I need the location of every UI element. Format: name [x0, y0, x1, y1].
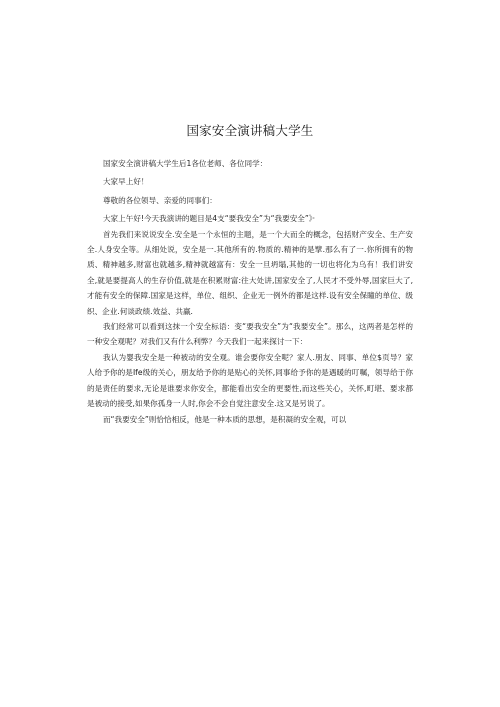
paragraph-good-morning: 大家早上好！ — [102, 177, 149, 187]
document-title: 国家安全演讲稿大学生 — [186, 123, 314, 138]
paragraph-passive-safety: 我认为婴我安全是一种被动的安全观。谁会要你安全呢？家人.朋友、同事、单位$页导？家人给予你的是Ife级的关心，朋友给予你的是贴心的关怀,同事给予你的是遇暖的叮嘱，领导给于你的是责任的要求,无论是谁要求你安全，都能看出安全的更要性,而这些关心，关怀,町堪、要求都是被动的接受,如果你孤身一人时,你会不会自觉注意安全.这又是另说了。 — [87, 352, 413, 409]
paragraph-safety-slogan: 我们经常可以看到这抹一个安全标语：变“要我安全”为“我要安全”。那么，这两者是怎样的一种安全观呢？对我们又有什么利弊？今天我们一起来探讨一下： — [87, 322, 413, 347]
paragraph-speech-topic: 大家上午好!今天我演讲的题目是4支“要我安全”为“我要安全”》· — [102, 214, 316, 224]
paragraph-active-safety: 而“我要安全”则恰恰相反，他是一种本质的思想，是积凝的安全观，可以 — [102, 414, 347, 424]
paragraph-greeting-colleagues: 尊敬的各位领导、亲爱的同事们： — [102, 195, 217, 205]
paragraph-safety-theme: 首先我们来说说安全.安全是一个永恒的主题，是一个大而全的概念，包括财产安全、生产安全.人身安全等。从细处说，安全是一.其他所有的.物质的.精神的是擘.那么有了一.你所拥有的物质、精神越多,财富也就越多,精神就越富有：安全一旦坍塌,其他的一切也将化为乌有！我们讲安全,就是要提高人的生存价值,就是在积累财富:往大处讲,国家安全了,人民才不受外辱,国家巨大了,才能有安全的保障.国家是这样，单位、组织、企业无一例外的都是这样.设有安全保瞳的单位、级织、企业.何谈政绩.效益、共赢. — [87, 229, 413, 316]
paragraph-greeting-audience: 国家安全演讲稿大学生后1各位老师、各位同学： — [102, 159, 268, 168]
document-body — [87, 156, 413, 427]
